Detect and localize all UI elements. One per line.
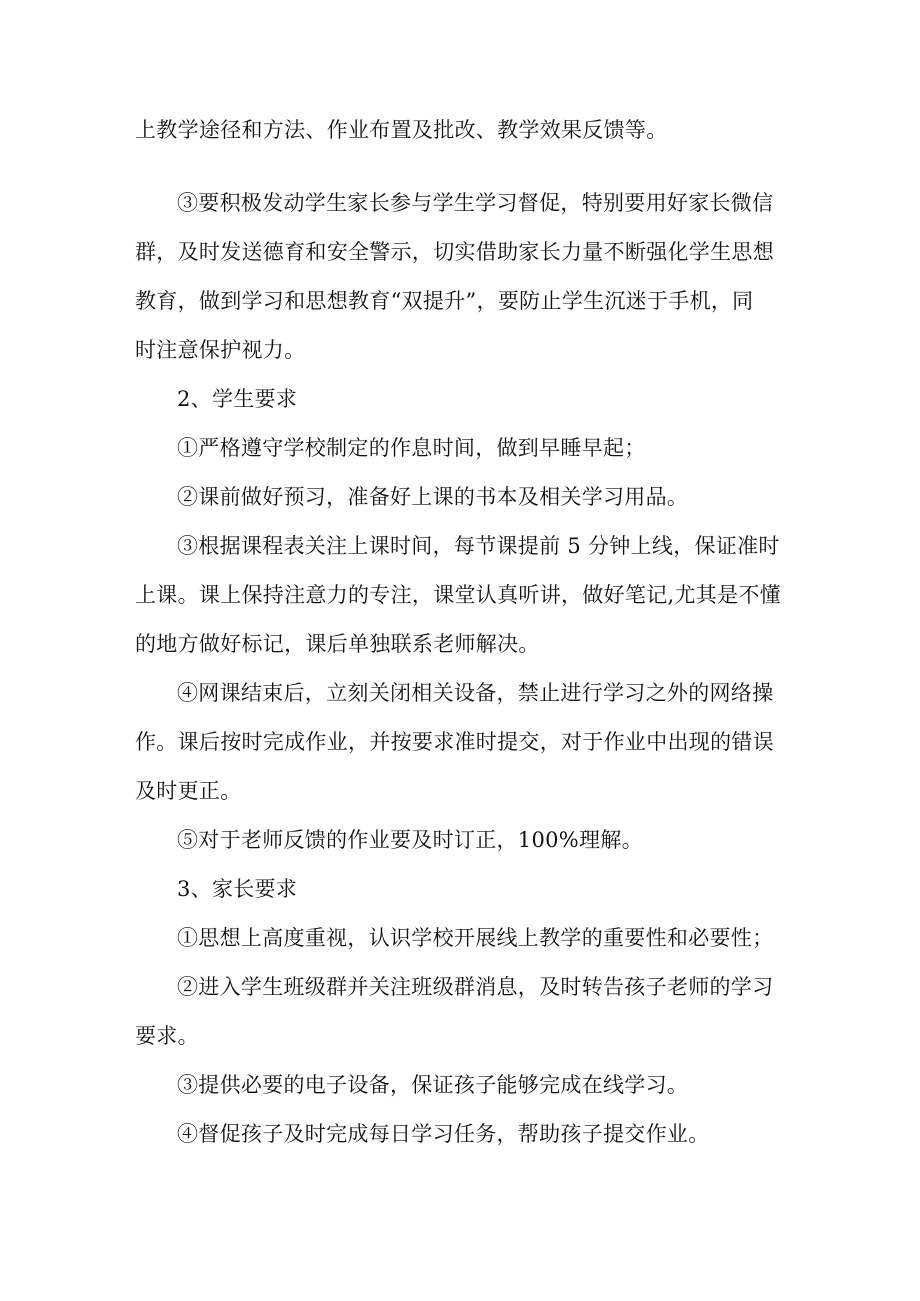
paragraph-line: 上课。课上保持注意力的专注，课堂认真听讲，做好笔记,尤其是不懂 [135, 583, 781, 607]
paragraph-line: 教育，做到学习和思想教育“双提升”，要防止学生沉迷于手机，同 [135, 289, 754, 313]
paragraph-line: ①严格遵守学校制定的作息时间，做到早睡早起； [177, 436, 646, 460]
paragraph-line: ①思想上高度重视，认识学校开展线上教学的重要性和必要性； [177, 926, 774, 950]
paragraph-line: ②进入学生班级群并关注班级群消息，及时转告孩子老师的学习 [177, 975, 774, 999]
paragraph-line: 时注意保护视力。 [135, 338, 306, 362]
paragraph-line: ④督促孩子及时完成每日学习任务，帮助孩子提交作业。 [177, 1122, 710, 1146]
paragraph-line: 上教学途径和方法、作业布置及批改、教学效果反馈等。 [135, 118, 668, 142]
paragraph-line: 群，及时发送德育和安全警示，切实借助家长力量不断强化学生思想 [135, 240, 774, 264]
paragraph-line: 及时更正。 [135, 779, 242, 803]
paragraph-line: ⑤对于老师反馈的作业要及时订正，100%理解。 [177, 828, 643, 852]
section-heading-parent-requirements: 3、家长要求 [177, 877, 298, 901]
paragraph-line: 作。课后按时完成作业，并按要求准时提交，对于作业中出现的错误 [135, 730, 774, 754]
paragraph-line: ③根据课程表关注上课时间，每节课提前 5 分钟上线，保证准时 [177, 534, 780, 558]
paragraph-line: 的地方做好标记，课后单独联系老师解决。 [135, 632, 540, 656]
paragraph-line: 要求。 [135, 1024, 199, 1048]
paragraph-line: ③提供必要的电子设备，保证孩子能够完成在线学习。 [177, 1073, 689, 1097]
section-heading-student-requirements: 2、学生要求 [177, 387, 298, 411]
paragraph-line: ②课前做好预习，准备好上课的书本及相关学习用品。 [177, 485, 689, 509]
paragraph-line: ④网课结束后，立刻关闭相关设备，禁止进行学习之外的网络操 [177, 681, 774, 705]
paragraph-line: ③要积极发动学生家长参与学生学习督促，特别要用好家长微信 [177, 191, 774, 215]
